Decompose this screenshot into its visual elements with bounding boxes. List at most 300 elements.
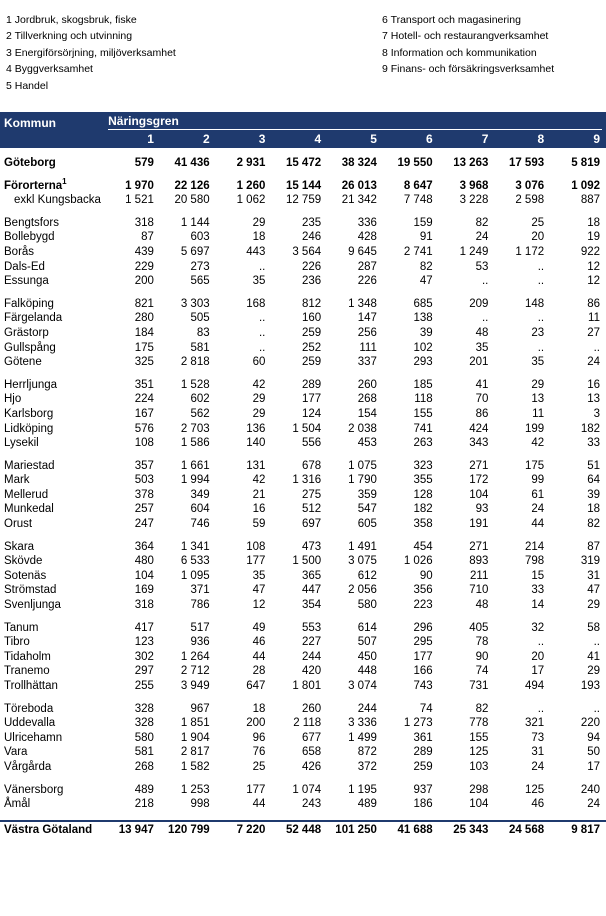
table-row xyxy=(0,583,606,598)
value-cell: 494 xyxy=(524,680,545,692)
value-cell: 229 xyxy=(134,260,154,273)
value-cell: 140 xyxy=(246,437,266,450)
value-cell: 61 xyxy=(531,488,545,501)
value-cell: 337 xyxy=(357,356,377,369)
table-row xyxy=(0,488,606,503)
value-cell: 936 xyxy=(190,636,210,649)
value-cell: 358 xyxy=(413,518,433,531)
kommun-name xyxy=(0,731,104,746)
legend-item: 9 Finans- och försäkringsverksamhet xyxy=(382,63,555,76)
value-cell: 1 253 xyxy=(180,783,210,796)
value-cell: 2 703 xyxy=(180,422,210,435)
kommun-name-text: Mark xyxy=(4,474,30,487)
value-cell: 428 xyxy=(357,231,377,244)
value-cell: 1 904 xyxy=(180,731,210,744)
value-cell: 12 xyxy=(587,275,600,288)
table-row xyxy=(0,502,606,517)
kommun-name xyxy=(0,297,104,312)
value-cell: 778 xyxy=(469,717,489,730)
value-cell: 998 xyxy=(190,798,210,811)
value-cell: 7 748 xyxy=(403,194,433,207)
value-cell: 24 xyxy=(531,503,545,516)
total-value-cell: 9 817 xyxy=(550,821,606,840)
value-cell: 186 xyxy=(413,798,433,811)
value-cell: 256 xyxy=(357,326,377,339)
kommun-name xyxy=(0,392,104,407)
table-row xyxy=(0,216,606,231)
group-spacer xyxy=(0,370,606,378)
value-cell: 562 xyxy=(190,407,210,420)
kommun-name xyxy=(0,650,104,665)
value-cell: 87 xyxy=(587,540,600,553)
kommun-name xyxy=(0,193,104,208)
value-cell: 507 xyxy=(357,636,377,649)
value-cell: 42 xyxy=(531,437,545,450)
kommun-name-text: Falköping xyxy=(4,297,54,310)
value-cell: 1 264 xyxy=(180,650,210,663)
value-cell: 453 xyxy=(357,437,377,450)
value-cell: 29 xyxy=(252,407,266,420)
kommun-name xyxy=(0,635,104,650)
value-cell: 53 xyxy=(475,260,489,273)
value-cell: 697 xyxy=(301,518,322,531)
value-cell: 244 xyxy=(357,702,377,715)
value-cell: 29 xyxy=(252,393,266,406)
value-cell: 293 xyxy=(413,356,433,369)
value-cell: 191 xyxy=(469,518,489,531)
value-cell: 38 324 xyxy=(341,157,377,169)
value-cell: 2 741 xyxy=(403,245,433,258)
value-cell: 200 xyxy=(246,717,266,730)
value-cell: 12 xyxy=(587,260,600,273)
value-cell: 13 xyxy=(531,393,545,406)
footnote-marker: 1 xyxy=(62,176,67,186)
value-cell: 259 xyxy=(301,326,322,339)
value-cell: 743 xyxy=(413,680,433,692)
value-cell: 371 xyxy=(190,584,210,597)
value-cell: 328 xyxy=(134,717,154,730)
value-cell: 1 341 xyxy=(180,540,210,553)
value-cell: 177 xyxy=(246,783,266,796)
value-cell: 24 xyxy=(531,760,545,773)
value-cell: 448 xyxy=(357,665,377,678)
column-number: 8 xyxy=(494,130,550,148)
value-cell: 259 xyxy=(301,356,322,369)
value-cell: 12 xyxy=(252,599,266,612)
value-cell: 19 xyxy=(587,231,600,244)
table-row xyxy=(0,702,606,717)
kommun-name-text: Hjo xyxy=(4,393,22,406)
value-cell: 614 xyxy=(357,621,377,634)
value-cell: 29 xyxy=(587,665,600,678)
total-value-cell: 24 568 xyxy=(494,821,550,840)
group-spacer xyxy=(0,451,606,459)
table-row xyxy=(0,517,606,532)
table-row xyxy=(0,392,606,407)
value-cell: 295 xyxy=(413,636,433,649)
value-cell: 356 xyxy=(413,584,433,597)
value-cell: 82 xyxy=(587,518,600,531)
value-cell: 556 xyxy=(301,437,322,450)
value-cell: 893 xyxy=(469,555,489,568)
value-cell: 185 xyxy=(413,378,433,391)
total-value-cell: 25 343 xyxy=(439,821,495,840)
value-cell: 2 931 xyxy=(236,157,266,169)
value-cell: 29 xyxy=(252,216,266,229)
value-cell: 741 xyxy=(413,422,433,435)
value-cell: 82 xyxy=(475,216,489,229)
spacer-cell xyxy=(0,451,606,459)
value-cell: 1 074 xyxy=(292,783,322,796)
table-row xyxy=(0,355,606,370)
value-cell: 22 126 xyxy=(174,179,210,192)
spacer-cell xyxy=(0,532,606,540)
spacer-cell xyxy=(0,289,606,297)
value-cell: 83 xyxy=(196,326,210,339)
value-cell: 31 xyxy=(587,569,600,582)
kommun-name xyxy=(0,378,104,393)
value-cell: 489 xyxy=(134,783,154,796)
value-cell: 59 xyxy=(252,518,266,531)
spacer-cell xyxy=(0,370,606,378)
value-cell: 1 092 xyxy=(571,179,600,192)
kommun-name xyxy=(0,326,104,341)
value-cell: 1 504 xyxy=(292,422,322,435)
spacer-cell xyxy=(0,148,606,156)
value-cell: 18 xyxy=(252,702,266,715)
kommun-header: Kommun xyxy=(0,112,104,130)
value-cell: 287 xyxy=(357,260,377,273)
value-cell: 193 xyxy=(580,680,600,692)
value-cell: 35 xyxy=(252,569,266,582)
kommun-name xyxy=(0,473,104,488)
kommun-name-text: Skövde xyxy=(4,555,43,568)
value-cell: 177 xyxy=(413,650,433,663)
value-cell: 177 xyxy=(301,393,322,406)
value-cell: 2 818 xyxy=(180,356,210,369)
group-spacer xyxy=(0,208,606,216)
kommun-name-text: Tidaholm xyxy=(4,650,51,663)
value-cell: 104 xyxy=(469,798,489,811)
value-cell: 15 144 xyxy=(285,179,322,192)
kommun-name-text: Grästorp xyxy=(4,326,49,339)
group-spacer xyxy=(0,775,606,783)
value-cell: 1 095 xyxy=(180,569,210,582)
value-cell: 24 xyxy=(587,798,600,811)
kommun-name xyxy=(0,702,104,717)
table-row xyxy=(0,540,606,555)
value-cell: 5 697 xyxy=(180,245,210,258)
value-cell: .. xyxy=(537,636,545,649)
value-cell: 50 xyxy=(587,746,600,759)
value-cell: 297 xyxy=(134,665,154,678)
value-cell: 49 xyxy=(252,621,266,634)
value-cell: 9 645 xyxy=(348,245,377,258)
table-row xyxy=(0,650,606,665)
table-row xyxy=(0,598,606,613)
value-cell: 731 xyxy=(469,680,489,692)
value-cell: 357 xyxy=(134,459,154,472)
kommun-name-text: Götene xyxy=(4,356,42,369)
value-cell: 3 968 xyxy=(459,179,489,192)
value-cell: 378 xyxy=(134,488,154,501)
kommun-name-text: Svenljunga xyxy=(4,599,61,612)
value-cell: .. xyxy=(537,260,545,273)
value-cell: 318 xyxy=(134,216,154,229)
value-cell: 260 xyxy=(301,702,322,715)
value-cell: 1 491 xyxy=(348,540,377,553)
value-cell: 209 xyxy=(469,297,489,310)
value-cell: 24 xyxy=(475,231,489,244)
value-cell: 1 790 xyxy=(348,474,377,487)
value-cell: 302 xyxy=(134,650,154,663)
value-cell: 318 xyxy=(134,599,154,612)
header-row-top xyxy=(0,112,606,130)
value-cell: 365 xyxy=(301,569,322,582)
table-row xyxy=(0,260,606,275)
value-cell: 123 xyxy=(134,636,154,649)
table-row xyxy=(0,745,606,760)
kommun-name-text: Mariestad xyxy=(4,459,55,472)
value-cell: 580 xyxy=(357,599,377,612)
value-cell: 255 xyxy=(134,680,154,692)
value-cell: 1 582 xyxy=(180,760,210,773)
kommun-name-text: Dals-Ed xyxy=(4,260,45,273)
value-cell: 11 xyxy=(588,312,600,325)
value-cell: 78 xyxy=(475,636,489,649)
value-cell: 343 xyxy=(469,437,489,450)
value-cell: 1 994 xyxy=(180,474,210,487)
group-spacer xyxy=(0,694,606,702)
value-cell: 26 013 xyxy=(341,179,377,192)
value-cell: 1 172 xyxy=(515,245,545,258)
value-cell: 25 xyxy=(252,760,266,773)
kommun-name-text: Färgelanda xyxy=(4,312,63,325)
kommun-name-text: Tanum xyxy=(4,621,39,634)
table-row xyxy=(0,341,606,356)
value-cell: 155 xyxy=(469,731,489,744)
value-cell: 3 075 xyxy=(348,555,377,568)
table-row xyxy=(0,179,606,194)
column-number: 4 xyxy=(271,130,327,148)
value-cell: 1 801 xyxy=(292,680,322,692)
value-cell: 579 xyxy=(134,157,154,169)
value-cell: 47 xyxy=(587,584,600,597)
value-cell: 223 xyxy=(413,599,433,612)
industry-table xyxy=(0,112,606,840)
value-cell: 576 xyxy=(134,422,154,435)
value-cell: 64 xyxy=(587,474,600,487)
value-cell: 243 xyxy=(301,798,322,811)
value-cell: 647 xyxy=(246,680,266,692)
value-cell: 417 xyxy=(134,621,154,634)
value-cell: 424 xyxy=(469,422,489,435)
value-cell: 199 xyxy=(524,422,545,435)
value-cell: 1 273 xyxy=(403,717,433,730)
value-cell: .. xyxy=(537,341,545,354)
kommun-name xyxy=(0,341,104,356)
value-cell: 240 xyxy=(580,783,600,796)
value-cell: 319 xyxy=(580,555,600,568)
kommun-name xyxy=(0,598,104,613)
value-cell: 177 xyxy=(246,555,266,568)
value-cell: 41 xyxy=(475,378,489,391)
legend-right-column xyxy=(382,12,554,78)
value-cell: 1 062 xyxy=(236,194,266,207)
value-cell: 967 xyxy=(190,702,210,715)
value-cell: 74 xyxy=(419,702,433,715)
value-cell: 349 xyxy=(190,488,210,501)
value-cell: 35 xyxy=(531,356,545,369)
value-cell: 937 xyxy=(413,783,433,796)
value-cell: 15 xyxy=(531,569,545,582)
value-cell: .. xyxy=(258,341,266,354)
kommun-name-text: Bollebygd xyxy=(4,231,55,244)
value-cell: 33 xyxy=(587,437,600,450)
kommun-name xyxy=(0,760,104,775)
spacer-cell xyxy=(0,208,606,216)
value-cell: 3 074 xyxy=(348,680,377,692)
value-cell: 182 xyxy=(413,503,433,516)
value-cell: 148 xyxy=(524,297,545,310)
kommun-name-text: Bengtsfors xyxy=(4,216,59,229)
value-cell: 273 xyxy=(190,260,210,273)
group-spacer xyxy=(0,613,606,621)
legend-item: 5 Handel xyxy=(6,79,49,92)
value-cell: 147 xyxy=(357,312,377,325)
value-cell: 1 586 xyxy=(180,437,210,450)
spacer-cell xyxy=(0,613,606,621)
total-value-cell: 120 799 xyxy=(160,821,216,840)
value-cell: 211 xyxy=(470,569,489,582)
value-cell: 86 xyxy=(475,407,489,420)
value-cell: 168 xyxy=(246,297,266,310)
value-cell: 33 xyxy=(531,584,545,597)
value-cell: 182 xyxy=(580,422,600,435)
value-cell: 439 xyxy=(134,245,154,258)
table-row xyxy=(0,664,606,679)
value-cell: 271 xyxy=(469,459,489,472)
total-value-cell: 7 220 xyxy=(216,821,272,840)
value-cell: 1 348 xyxy=(348,297,377,310)
column-number: 9 xyxy=(550,130,606,148)
kommun-name-text: Orust xyxy=(4,518,33,531)
table-row xyxy=(0,473,606,488)
value-cell: 31 xyxy=(531,746,545,759)
kommun-name xyxy=(0,436,104,451)
value-cell: 565 xyxy=(190,275,210,288)
value-cell: 44 xyxy=(252,798,266,811)
value-cell: 259 xyxy=(413,760,433,773)
table-row xyxy=(0,245,606,260)
value-cell: 354 xyxy=(301,599,322,612)
value-cell: 1 249 xyxy=(459,245,489,258)
value-cell: 1 026 xyxy=(403,555,433,568)
value-cell: 118 xyxy=(414,393,433,406)
value-cell: 25 xyxy=(531,216,545,229)
value-cell: 93 xyxy=(475,503,489,516)
value-cell: 321 xyxy=(524,717,545,730)
value-cell: 405 xyxy=(469,621,489,634)
value-cell: 263 xyxy=(413,437,433,450)
value-cell: 677 xyxy=(301,731,322,744)
kommun-name-text: Vara xyxy=(4,746,28,759)
value-cell: 1 521 xyxy=(125,194,154,207)
value-cell: 200 xyxy=(134,275,154,288)
value-cell: 1 075 xyxy=(348,459,377,472)
value-cell: 372 xyxy=(357,760,377,773)
value-cell: 1 260 xyxy=(236,179,266,192)
value-cell: 32 xyxy=(531,621,545,634)
value-cell: 125 xyxy=(524,783,545,796)
value-cell: 581 xyxy=(190,341,210,354)
kommun-name-text: Mellerud xyxy=(4,488,49,501)
value-cell: 104 xyxy=(134,569,154,582)
value-cell: 214 xyxy=(524,540,545,553)
value-cell: 235 xyxy=(301,216,322,229)
kommun-name xyxy=(0,245,104,260)
value-cell: 678 xyxy=(301,459,322,472)
table-row xyxy=(0,783,606,798)
table-row xyxy=(0,731,606,746)
value-cell: 227 xyxy=(301,636,322,649)
kommun-name-text: Borås xyxy=(4,245,35,258)
value-cell: 710 xyxy=(469,584,489,597)
value-cell: 35 xyxy=(475,341,489,354)
value-cell: 336 xyxy=(357,216,377,229)
value-cell: 296 xyxy=(413,621,433,634)
naringsgren-label: Näringsgren xyxy=(108,114,602,130)
value-cell: 247 xyxy=(134,518,154,531)
kommun-name-text: Herrljunga xyxy=(4,378,58,391)
table-row xyxy=(0,378,606,393)
value-cell: 17 593 xyxy=(508,157,545,169)
value-cell: 60 xyxy=(252,356,266,369)
kommun-name xyxy=(0,311,104,326)
value-cell: 872 xyxy=(357,746,377,759)
value-cell: 922 xyxy=(580,245,600,258)
value-cell: 184 xyxy=(134,326,154,339)
value-cell: 1 195 xyxy=(348,783,377,796)
spacer-cell xyxy=(0,812,606,821)
value-cell: 887 xyxy=(580,194,600,207)
kommun-name xyxy=(0,407,104,422)
group-spacer xyxy=(0,532,606,540)
value-cell: 82 xyxy=(419,260,433,273)
kommun-name-text: Vårgårda xyxy=(4,760,52,773)
value-cell: 12 759 xyxy=(285,194,322,207)
value-cell: 39 xyxy=(587,488,600,501)
value-cell: 355 xyxy=(413,474,433,487)
total-value-cell: 41 688 xyxy=(383,821,439,840)
kommun-name-text: Munkedal xyxy=(4,503,54,516)
value-cell: 19 550 xyxy=(397,157,433,169)
spacer-cell xyxy=(0,775,606,783)
column-number: 5 xyxy=(327,130,383,148)
value-cell: 20 xyxy=(531,650,545,663)
value-cell: 443 xyxy=(246,245,266,258)
value-cell: 271 xyxy=(469,540,489,553)
column-number: 6 xyxy=(383,130,439,148)
table-row xyxy=(0,436,606,451)
kommun-name xyxy=(0,488,104,503)
value-cell: .. xyxy=(258,326,266,339)
table-row xyxy=(0,716,606,731)
legend-left-column xyxy=(6,12,176,94)
value-cell: 138 xyxy=(413,312,433,325)
kommun-name xyxy=(0,260,104,275)
kommun-name-text: Uddevalla xyxy=(4,717,56,730)
